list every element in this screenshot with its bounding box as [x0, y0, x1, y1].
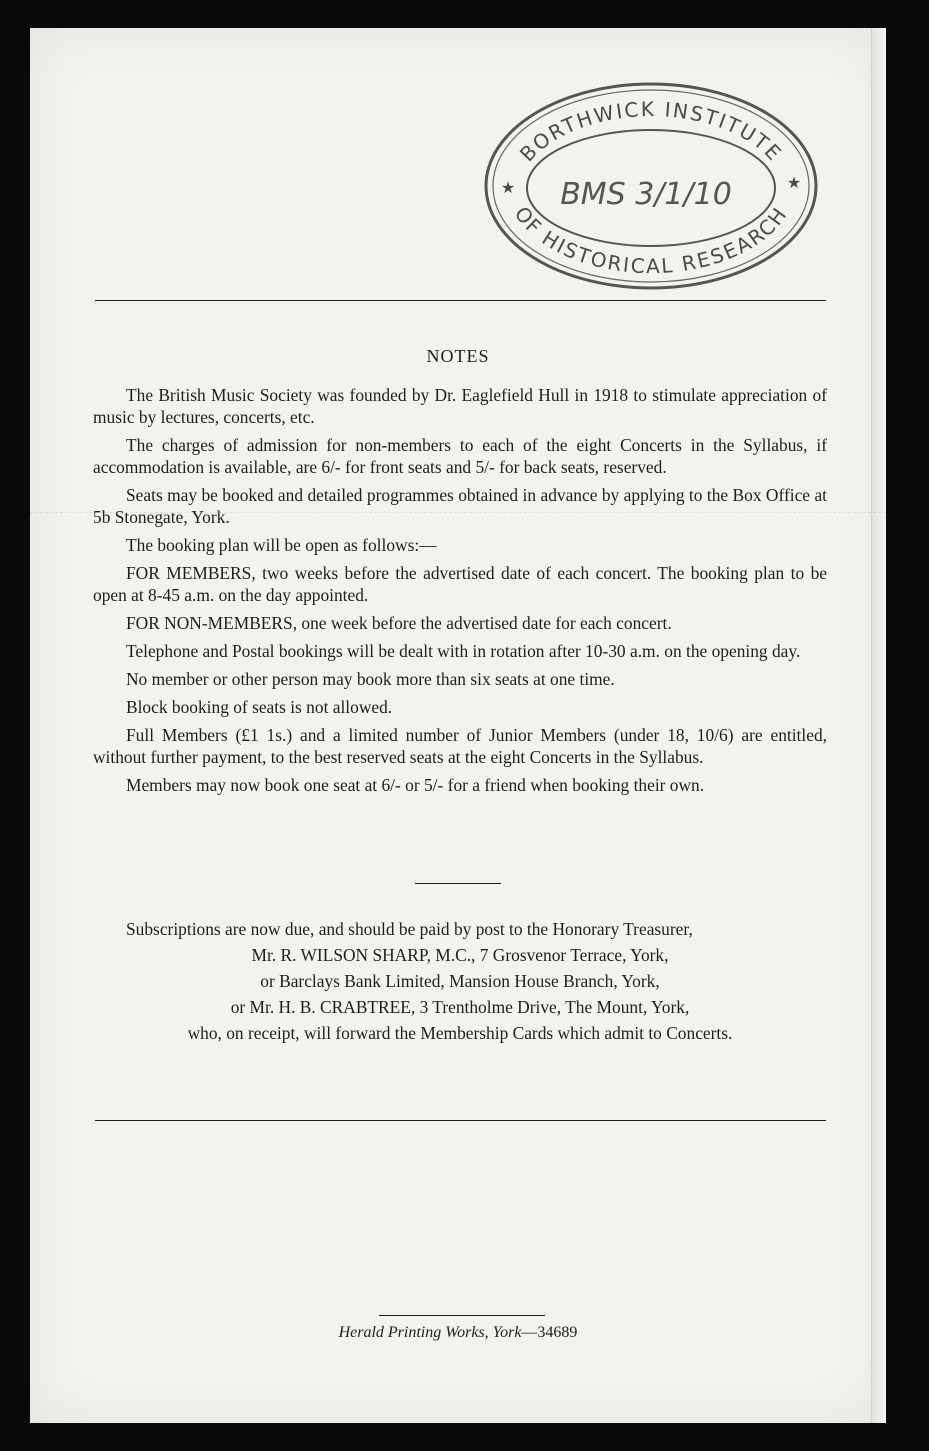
note-paragraph: Block booking of seats is not allowed.	[126, 697, 393, 717]
stamp-reference: BMS 3/1/10	[560, 177, 732, 212]
star-left-icon: ★	[500, 180, 516, 197]
notes-title: NOTES	[426, 346, 490, 366]
note-paragraph: Seats may be booked and detailed programmes obtained in advance by applying to the Box Office at 5b Stonegate, York.	[93, 485, 827, 527]
document-page	[30, 28, 886, 1423]
note-paragraph: Members may now book one seat at 6/- or 5/- for a friend when booking their own.	[126, 775, 705, 795]
page-edge	[871, 28, 886, 1423]
stamp-bottom-text: OF HISTORICAL RESEARCH	[509, 201, 793, 279]
section-divider	[415, 883, 501, 884]
printer-name: Herald Printing Works, York	[338, 1324, 522, 1341]
stamp-top-text: BORTHWICK INSTITUTE	[514, 96, 788, 167]
archive-stamp	[478, 66, 824, 294]
stamp-graphic	[478, 66, 824, 294]
secretary-address: or Mr. H. B. CRABTREE, 3 Trentholme Drive, The Mount, York,	[230, 997, 690, 1017]
membership-cards-note: who, on receipt, will forward the Membership Cards which admit to Concerts.	[187, 1023, 733, 1043]
printer-number: —34689	[521, 1324, 578, 1341]
bank-address: or Barclays Bank Limited, Mansion House Branch, York,	[260, 971, 660, 991]
subscriptions-section	[93, 918, 827, 1048]
note-paragraph: FOR NON-MEMBERS, one week before the advertised date for each concert.	[126, 613, 672, 633]
top-divider	[95, 300, 826, 301]
note-paragraph: The charges of admission for non-members to each of the eight Concerts in the Syllabus, if accommodation is available, are 6/- for front seats and 5/- for back seats, reserved.	[93, 435, 827, 477]
notes-body	[93, 384, 827, 802]
note-paragraph: The British Music Society was founded by Dr. Eaglefield Hull in 1918 to stimulate appreciation of music by lectures, concerts, etc.	[93, 385, 827, 427]
star-right-icon: ★	[786, 175, 802, 192]
note-paragraph: FOR MEMBERS, two weeks before the advertised date of each concert. The booking plan to be open at 8-45 a.m. on the day appointed.	[93, 563, 827, 605]
note-paragraph: Full Members (£1 1s.) and a limited number of Junior Members (under 18, 10/6) are entitled, without further payment, to the best reserved seats at the eight Concerts in the Syllabus.	[93, 725, 827, 767]
svg-text:BORTHWICK INSTITUTE	[515, 97, 787, 166]
note-paragraph: The booking plan will be open as follows:—	[126, 535, 437, 555]
subscriptions-lead: Subscriptions are now due, and should be paid by post to the Honorary Treasurer,	[126, 919, 693, 939]
treasurer-address: Mr. R. WILSON SHARP, M.C., 7 Grosvenor Terrace, York,	[251, 945, 669, 965]
note-paragraph: Telephone and Postal bookings will be dealt with in rotation after 10-30 a.m. on the opening day.	[126, 641, 801, 661]
printer-imprint	[30, 1324, 886, 1342]
bottom-divider	[95, 1120, 826, 1121]
note-paragraph: No member or other person may book more than six seats at one time.	[126, 669, 615, 689]
printer-divider	[379, 1315, 545, 1316]
